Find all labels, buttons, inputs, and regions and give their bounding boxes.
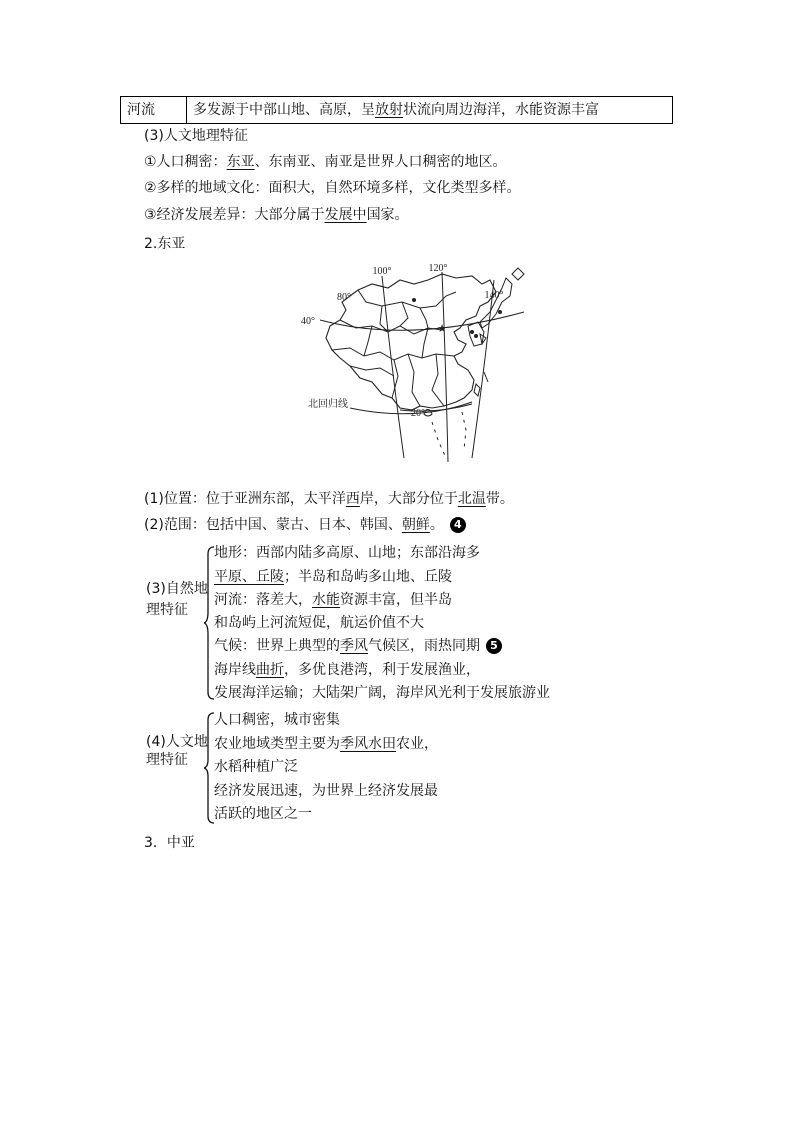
ulaanbaatar-dot — [412, 298, 416, 302]
table-content-a: 多发源于中部山地、高原，呈 — [193, 102, 375, 118]
ea-position-c: 带。 — [485, 491, 514, 507]
nat-climate-b: 气候区，雨热同期 — [368, 638, 480, 654]
nat-coast-1 — [214, 660, 480, 680]
mainland-outline — [326, 274, 496, 410]
hum-economy-2: 活跃的地区之一 — [214, 806, 312, 822]
table-label-cell: 河流 — [121, 97, 187, 123]
hum-label-line2: 理特征 — [146, 752, 188, 768]
ea-position-b: 岸，大部分位于 — [359, 491, 458, 507]
east-asia-heading: 2.东亚 — [144, 236, 186, 252]
s3-item3-a: ③经济发展差异：大部分属于 — [144, 207, 325, 223]
nat-terrain-2 — [214, 567, 452, 587]
beijing-star: ★ — [437, 322, 447, 335]
hum-agri-a: 农业地域类型主要为 — [214, 736, 340, 752]
lon-120-label: 120° — [428, 263, 448, 274]
ea-range-b: 。 — [429, 517, 444, 533]
nat-terrain-1: 地形：西部内陆多高原、山地；东部沿海多 — [214, 545, 480, 561]
ea-position-a: (1)位置：位于亚洲东部，太平洋 — [144, 491, 346, 507]
pyongyang-dot — [470, 330, 474, 334]
nat-river-b: 资源丰富，但半岛 — [340, 592, 452, 608]
ea-range-a: (2)范围：包括中国、蒙古、日本、韩国、 — [144, 517, 402, 533]
nat-river-2: 和岛屿上河流短促，航运价值不大 — [214, 615, 424, 631]
nat-climate — [214, 636, 502, 656]
s3-item2: ②多样的地域文化：面积大，自然环境多样，文化类型多样。 — [144, 180, 521, 196]
nat-coast-a: 海岸线 — [214, 662, 256, 678]
badge-5-icon: 5 — [486, 638, 502, 654]
ea-position-west: 西 — [345, 491, 360, 507]
river-table-row — [120, 96, 673, 124]
nat-coast-u: 曲折 — [256, 662, 284, 678]
ea-position — [144, 489, 514, 509]
nat-label-line2: 理特征 — [146, 602, 188, 618]
meridian-120 — [442, 272, 448, 462]
nat-coast-2: 发展海洋运输；大陆架广阔，海岸风光利于发展旅游业 — [214, 685, 550, 701]
nat-label-line1: (3)自然地 — [146, 581, 208, 597]
s3-item1 — [144, 152, 507, 172]
section3-heading: (3)人文地理特征 — [144, 128, 248, 144]
nat-climate-a: 气候：世界上典型的 — [214, 638, 340, 654]
seoul-dot — [474, 334, 478, 338]
hum-agri-u: 季风水田 — [340, 736, 396, 752]
ea-range — [144, 515, 466, 535]
hum-rice: 水稻种植广泛 — [214, 759, 298, 775]
nat-river-u: 水能 — [312, 592, 340, 608]
s3-item3-b: 国家。 — [366, 207, 409, 223]
hum-agriculture — [214, 734, 438, 754]
ea-range-korea: 朝鲜 — [401, 517, 430, 533]
table-content-b: 状流向周边海洋，水能资源丰富 — [403, 102, 599, 118]
taiwan-outline — [474, 384, 480, 396]
hum-population: 人口稠密，城市密集 — [214, 712, 340, 728]
east-asia-map — [296, 262, 530, 476]
nat-climate-u: 季风 — [340, 638, 368, 654]
tokyo-dot — [498, 310, 502, 314]
lat-80-label: 80° — [337, 292, 351, 303]
nat-coast-b: ，多优良港湾，利于发展渔业， — [284, 662, 480, 678]
s3-item3 — [144, 205, 409, 225]
table-content-underlined: 放射 — [375, 102, 403, 118]
hum-agri-b: 农业， — [396, 736, 438, 752]
nat-river-a: 河流：落差大， — [214, 592, 312, 608]
central-asia-heading: 3．中亚 — [144, 835, 195, 851]
badge-4-icon: 4 — [450, 517, 466, 533]
lon-100-label: 100° — [372, 266, 392, 277]
s3-item1-u: 东亚 — [226, 154, 255, 170]
lon-140-label: 140° — [484, 290, 504, 301]
meridian-140 — [472, 280, 494, 458]
lat-20-label: 20° — [411, 408, 425, 419]
lat-40-label: 40° — [301, 316, 315, 327]
hum-economy-1: 经济发展迅速，为世界上经济发展最 — [214, 783, 438, 799]
s3-item3-u: 发展中 — [324, 207, 367, 223]
hum-label-line1: (4)人文地 — [146, 734, 208, 750]
s3-item1-b: 、东南亚、南亚是世界人口稠密的地区。 — [254, 154, 507, 170]
tropic-label: 北回归线 — [308, 399, 348, 410]
s3-item1-a: ①人口稠密： — [144, 154, 227, 170]
nat-terrain-u: 平原、丘陵 — [214, 569, 284, 585]
table-content-cell — [187, 97, 672, 123]
nat-terrain-b: ；半岛和岛屿多山地、丘陵 — [284, 569, 452, 585]
nat-river-1 — [214, 590, 452, 610]
ea-position-temperate: 北温 — [457, 491, 486, 507]
parallel-40 — [320, 312, 524, 330]
